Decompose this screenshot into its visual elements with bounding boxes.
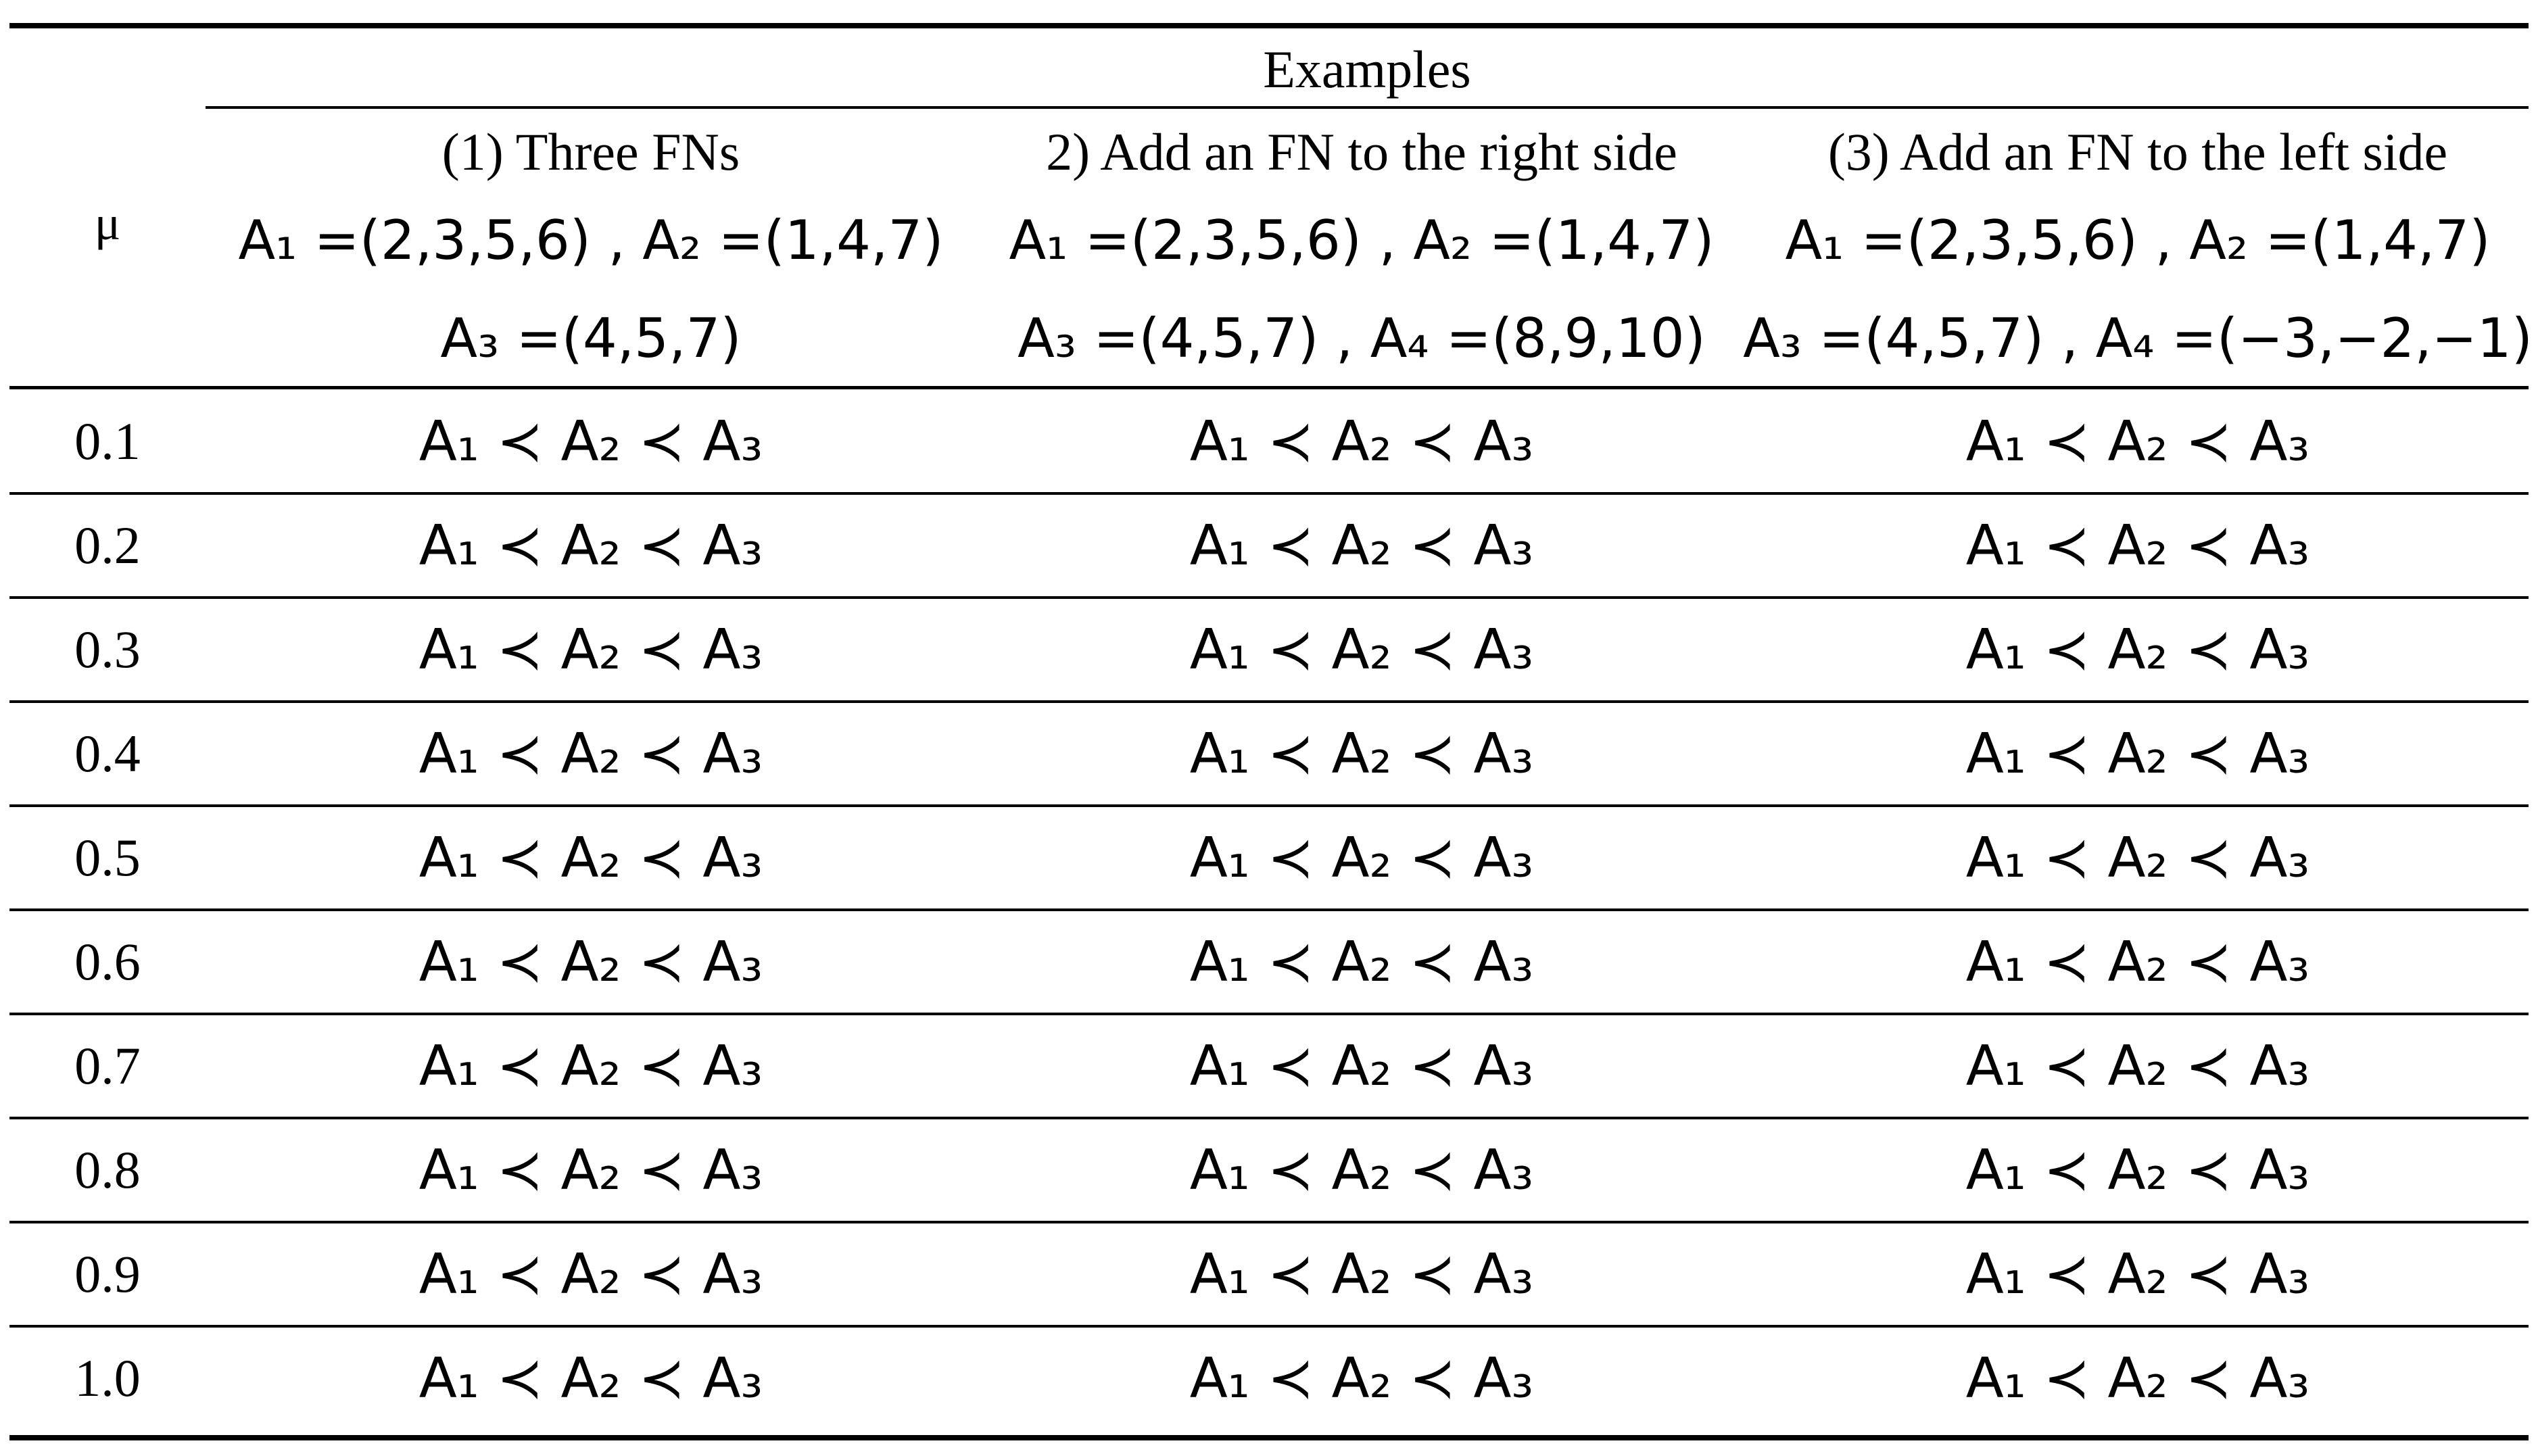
ranking-cell: A₁ ≺ A₂ ≺ A₃: [1965, 1346, 2310, 1411]
table-row: [9, 806, 2529, 910]
mu-value-cell: 0.7: [74, 1036, 141, 1095]
mu-value-cell: 0.9: [74, 1244, 141, 1303]
ranking-cell: A₁ ≺ A₂ ≺ A₃: [1965, 1034, 2310, 1098]
ranking-cell: A₁ ≺ A₂ ≺ A₃: [418, 929, 763, 994]
ranking-cell: A₁ ≺ A₂ ≺ A₃: [1965, 617, 2310, 682]
table-row: [9, 910, 2529, 1014]
mu-column-header: μ: [94, 195, 121, 250]
ranking-cell: A₁ ≺ A₂ ≺ A₃: [418, 1242, 763, 1307]
example-definition-line-2: A₃ =(4,5,7) , A₄ =(8,9,10): [1017, 306, 1706, 370]
example-column-header-2: [976, 108, 1747, 385]
table-body: [9, 389, 2529, 1435]
ranking-table: [9, 0, 2533, 1456]
ranking-cell: A₁ ≺ A₂ ≺ A₃: [1189, 1346, 1534, 1411]
ranking-cell: A₁ ≺ A₂ ≺ A₃: [418, 409, 763, 474]
table-row: [9, 1222, 2529, 1326]
example-column-header-3: [1743, 108, 2533, 385]
ranking-cell: A₁ ≺ A₂ ≺ A₃: [1965, 721, 2310, 786]
table-row: [9, 598, 2529, 702]
mu-value-cell: 0.4: [74, 724, 141, 783]
ranking-cell: A₁ ≺ A₂ ≺ A₃: [1189, 617, 1534, 682]
ranking-cell: A₁ ≺ A₂ ≺ A₃: [1189, 721, 1534, 786]
example-definition-line-1: A₁ =(2,3,5,6) , A₂ =(1,4,7): [238, 208, 944, 272]
example-definition-line-2: A₃ =(4,5,7): [440, 306, 742, 370]
ranking-cell: A₁ ≺ A₂ ≺ A₃: [1965, 1138, 2310, 1203]
example-definition-line-1: A₁ =(2,3,5,6) , A₂ =(1,4,7): [1009, 208, 1715, 272]
mu-value-cell: 0.5: [74, 828, 141, 887]
example-definition-line-2: A₃ =(4,5,7) , A₄ =(−3,−2,−1): [1743, 306, 2533, 370]
mu-value-cell: 0.1: [74, 412, 141, 470]
mu-value-cell: 0.6: [74, 932, 141, 991]
ranking-cell: A₁ ≺ A₂ ≺ A₃: [1965, 513, 2310, 578]
table-row: [9, 1326, 2529, 1430]
mu-value-cell: 0.2: [74, 516, 141, 575]
table-row: [9, 702, 2529, 806]
ranking-cell: A₁ ≺ A₂ ≺ A₃: [1189, 1034, 1534, 1098]
ranking-cell: A₁ ≺ A₂ ≺ A₃: [418, 1346, 763, 1411]
ranking-cell: A₁ ≺ A₂ ≺ A₃: [1965, 825, 2310, 890]
ranking-cell: A₁ ≺ A₂ ≺ A₃: [1189, 513, 1534, 578]
table-bottom-rule: [9, 1435, 2529, 1440]
ranking-cell: A₁ ≺ A₂ ≺ A₃: [1189, 1242, 1534, 1307]
table-row: [9, 1014, 2529, 1118]
ranking-cell: A₁ ≺ A₂ ≺ A₃: [418, 513, 763, 578]
example-title-2: 2) Add an FN to the right side: [1046, 122, 1677, 181]
ranking-cell: A₁ ≺ A₂ ≺ A₃: [418, 1138, 763, 1203]
example-title-1: (1) Three FNs: [441, 122, 740, 181]
ranking-cell: A₁ ≺ A₂ ≺ A₃: [418, 617, 763, 682]
example-column-header-1: [206, 108, 976, 385]
example-definition-line-1: A₁ =(2,3,5,6) , A₂ =(1,4,7): [1785, 208, 2491, 272]
table-row: [9, 389, 2529, 493]
mu-value-cell: 0.3: [74, 620, 141, 679]
mu-value-cell: 1.0: [74, 1349, 141, 1407]
ranking-cell: A₁ ≺ A₂ ≺ A₃: [1189, 1138, 1534, 1203]
ranking-cell: A₁ ≺ A₂ ≺ A₃: [1189, 929, 1534, 994]
ranking-cell: A₁ ≺ A₂ ≺ A₃: [1189, 409, 1534, 474]
ranking-cell: A₁ ≺ A₂ ≺ A₃: [1965, 929, 2310, 994]
ranking-cell: A₁ ≺ A₂ ≺ A₃: [1965, 409, 2310, 474]
ranking-cell: A₁ ≺ A₂ ≺ A₃: [1189, 825, 1534, 890]
ranking-cell: A₁ ≺ A₂ ≺ A₃: [418, 825, 763, 890]
mu-value-cell: 0.8: [74, 1140, 141, 1199]
ranking-cell: A₁ ≺ A₂ ≺ A₃: [1965, 1242, 2310, 1307]
table-row: [9, 1118, 2529, 1222]
table-top-rule: [9, 23, 2529, 28]
table-row: [9, 493, 2529, 598]
ranking-cell: A₁ ≺ A₂ ≺ A₃: [418, 1034, 763, 1098]
ranking-cell: A₁ ≺ A₂ ≺ A₃: [418, 721, 763, 786]
example-title-3: (3) Add an FN to the left side: [1827, 122, 2448, 181]
examples-header: Examples: [1263, 40, 1471, 99]
